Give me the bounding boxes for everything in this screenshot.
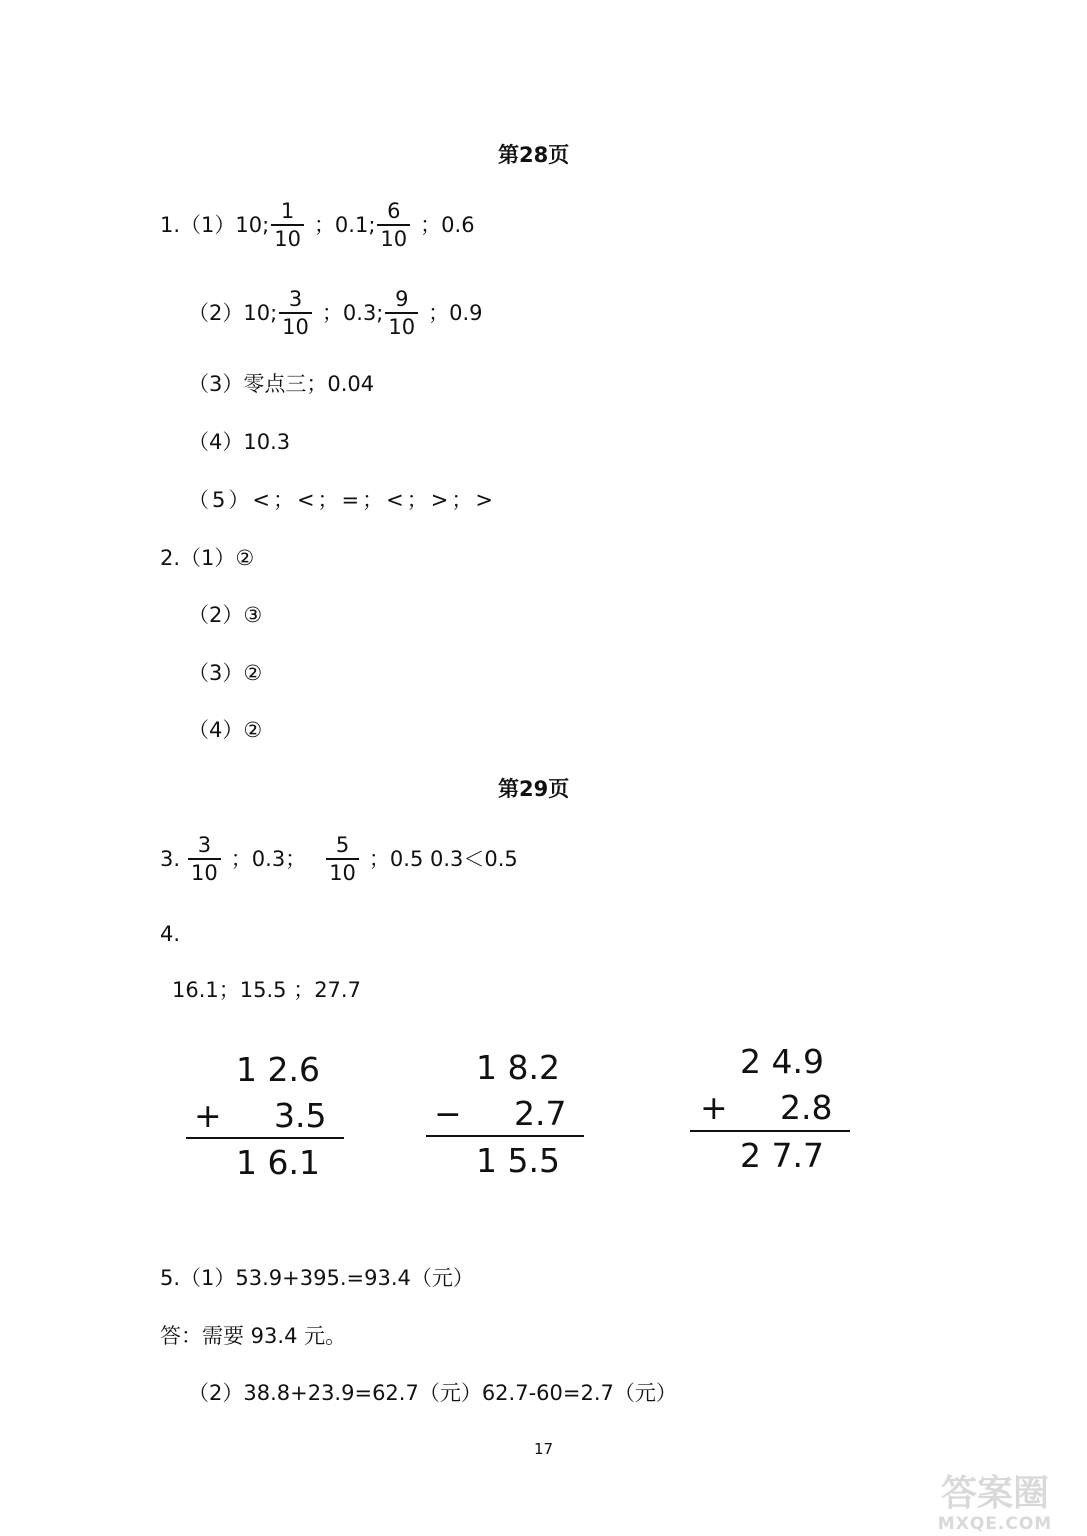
fraction-denominator: 10 [388, 315, 416, 339]
watermark-logo [912, 1474, 1078, 1534]
calc-3-top: 2 4.9 [740, 1042, 824, 1081]
calc-2-top: 1 8.2 [476, 1048, 560, 1087]
calc-2-rule [426, 1135, 584, 1137]
q3-fraction-1 [188, 833, 221, 885]
calc-1-second: 3.5 [274, 1096, 327, 1135]
q1-2-mid: ；0.3; [321, 301, 384, 325]
q3-line [160, 828, 518, 890]
q4-answers: 16.1；15.5 ；27.7 [172, 978, 361, 1002]
calc-3-second: 2.8 [780, 1088, 833, 1127]
q1-2-suffix: ；0.9 [428, 301, 483, 325]
q1-1-prefix: 1.（1）10; [160, 213, 270, 237]
q5-2-line: （2）38.8+23.9=62.7（元）62.7-60=2.7（元） [188, 1381, 677, 1405]
calc-1-rule [186, 1137, 344, 1139]
fraction-denominator: 10 [274, 227, 301, 251]
q2-3-line: （3）② [188, 661, 263, 685]
fraction-numerator: 3 [188, 833, 221, 860]
q1-1-suffix: ；0.6 [420, 213, 475, 237]
calc-1-result: 1 6.1 [236, 1143, 320, 1182]
fraction-numerator: 3 [279, 287, 312, 314]
fraction-denominator: 10 [191, 861, 218, 885]
q1-5-line: （5）<；<；=；<；>；> [188, 488, 496, 512]
calc-2-second: 2.7 [514, 1094, 567, 1133]
q1-4-line: （4）10.3 [188, 430, 291, 454]
fraction-numerator: 5 [326, 833, 359, 860]
watermark-top: 答案圈 [940, 1473, 1049, 1514]
q1-1-mid: ；0.1; [313, 213, 376, 237]
fraction-denominator: 10 [282, 315, 309, 339]
fraction-denominator: 10 [380, 227, 408, 251]
fraction-numerator: 6 [377, 199, 410, 226]
q1-2-prefix: （2）10; [188, 301, 278, 325]
q4-label: 4. [160, 922, 181, 946]
q2-1-line: 2.（1）② [160, 546, 255, 570]
q1-3-line: （3）零点三；0.04 [188, 372, 375, 396]
q1-2-fraction-1 [279, 287, 312, 339]
calc-1-operator: + [194, 1096, 222, 1135]
q3-prefix: 3. [160, 847, 181, 871]
q1-1-fraction-1 [271, 199, 304, 251]
calc-3-rule [690, 1130, 850, 1132]
fraction-numerator: 1 [271, 199, 304, 226]
page-number: 17 [534, 1440, 554, 1458]
calc-2-operator: − [434, 1094, 462, 1133]
q3-mid: ；0.3； [230, 847, 307, 871]
fraction-denominator: 10 [329, 861, 356, 885]
calc-1-top: 1 2.6 [236, 1050, 320, 1089]
q1-1-fraction-2 [377, 199, 410, 251]
q5-answer-line: 答：需要 93.4 元。 [160, 1324, 347, 1348]
q1-2-line [188, 282, 483, 344]
q1-1-line [160, 194, 475, 256]
q5-1-line: 5.（1）53.9+395.=93.4（元） [160, 1266, 474, 1290]
page-29-heading: 第29页 [498, 777, 570, 801]
calc-3-operator: + [700, 1088, 728, 1127]
q2-2-line: （2）③ [188, 603, 263, 627]
watermark-bottom: MXQE.COM [937, 1514, 1053, 1534]
q3-fraction-2 [326, 833, 359, 885]
q2-4-line: （4）② [188, 718, 263, 742]
calc-3-result: 2 7.7 [740, 1136, 824, 1175]
fraction-numerator: 9 [385, 287, 418, 314]
page-28-heading: 第28页 [498, 143, 570, 167]
q1-2-fraction-2 [385, 287, 418, 339]
q3-suffix: ；0.5 0.3＜0.5 [368, 847, 518, 871]
calc-2-result: 1 5.5 [476, 1141, 560, 1180]
